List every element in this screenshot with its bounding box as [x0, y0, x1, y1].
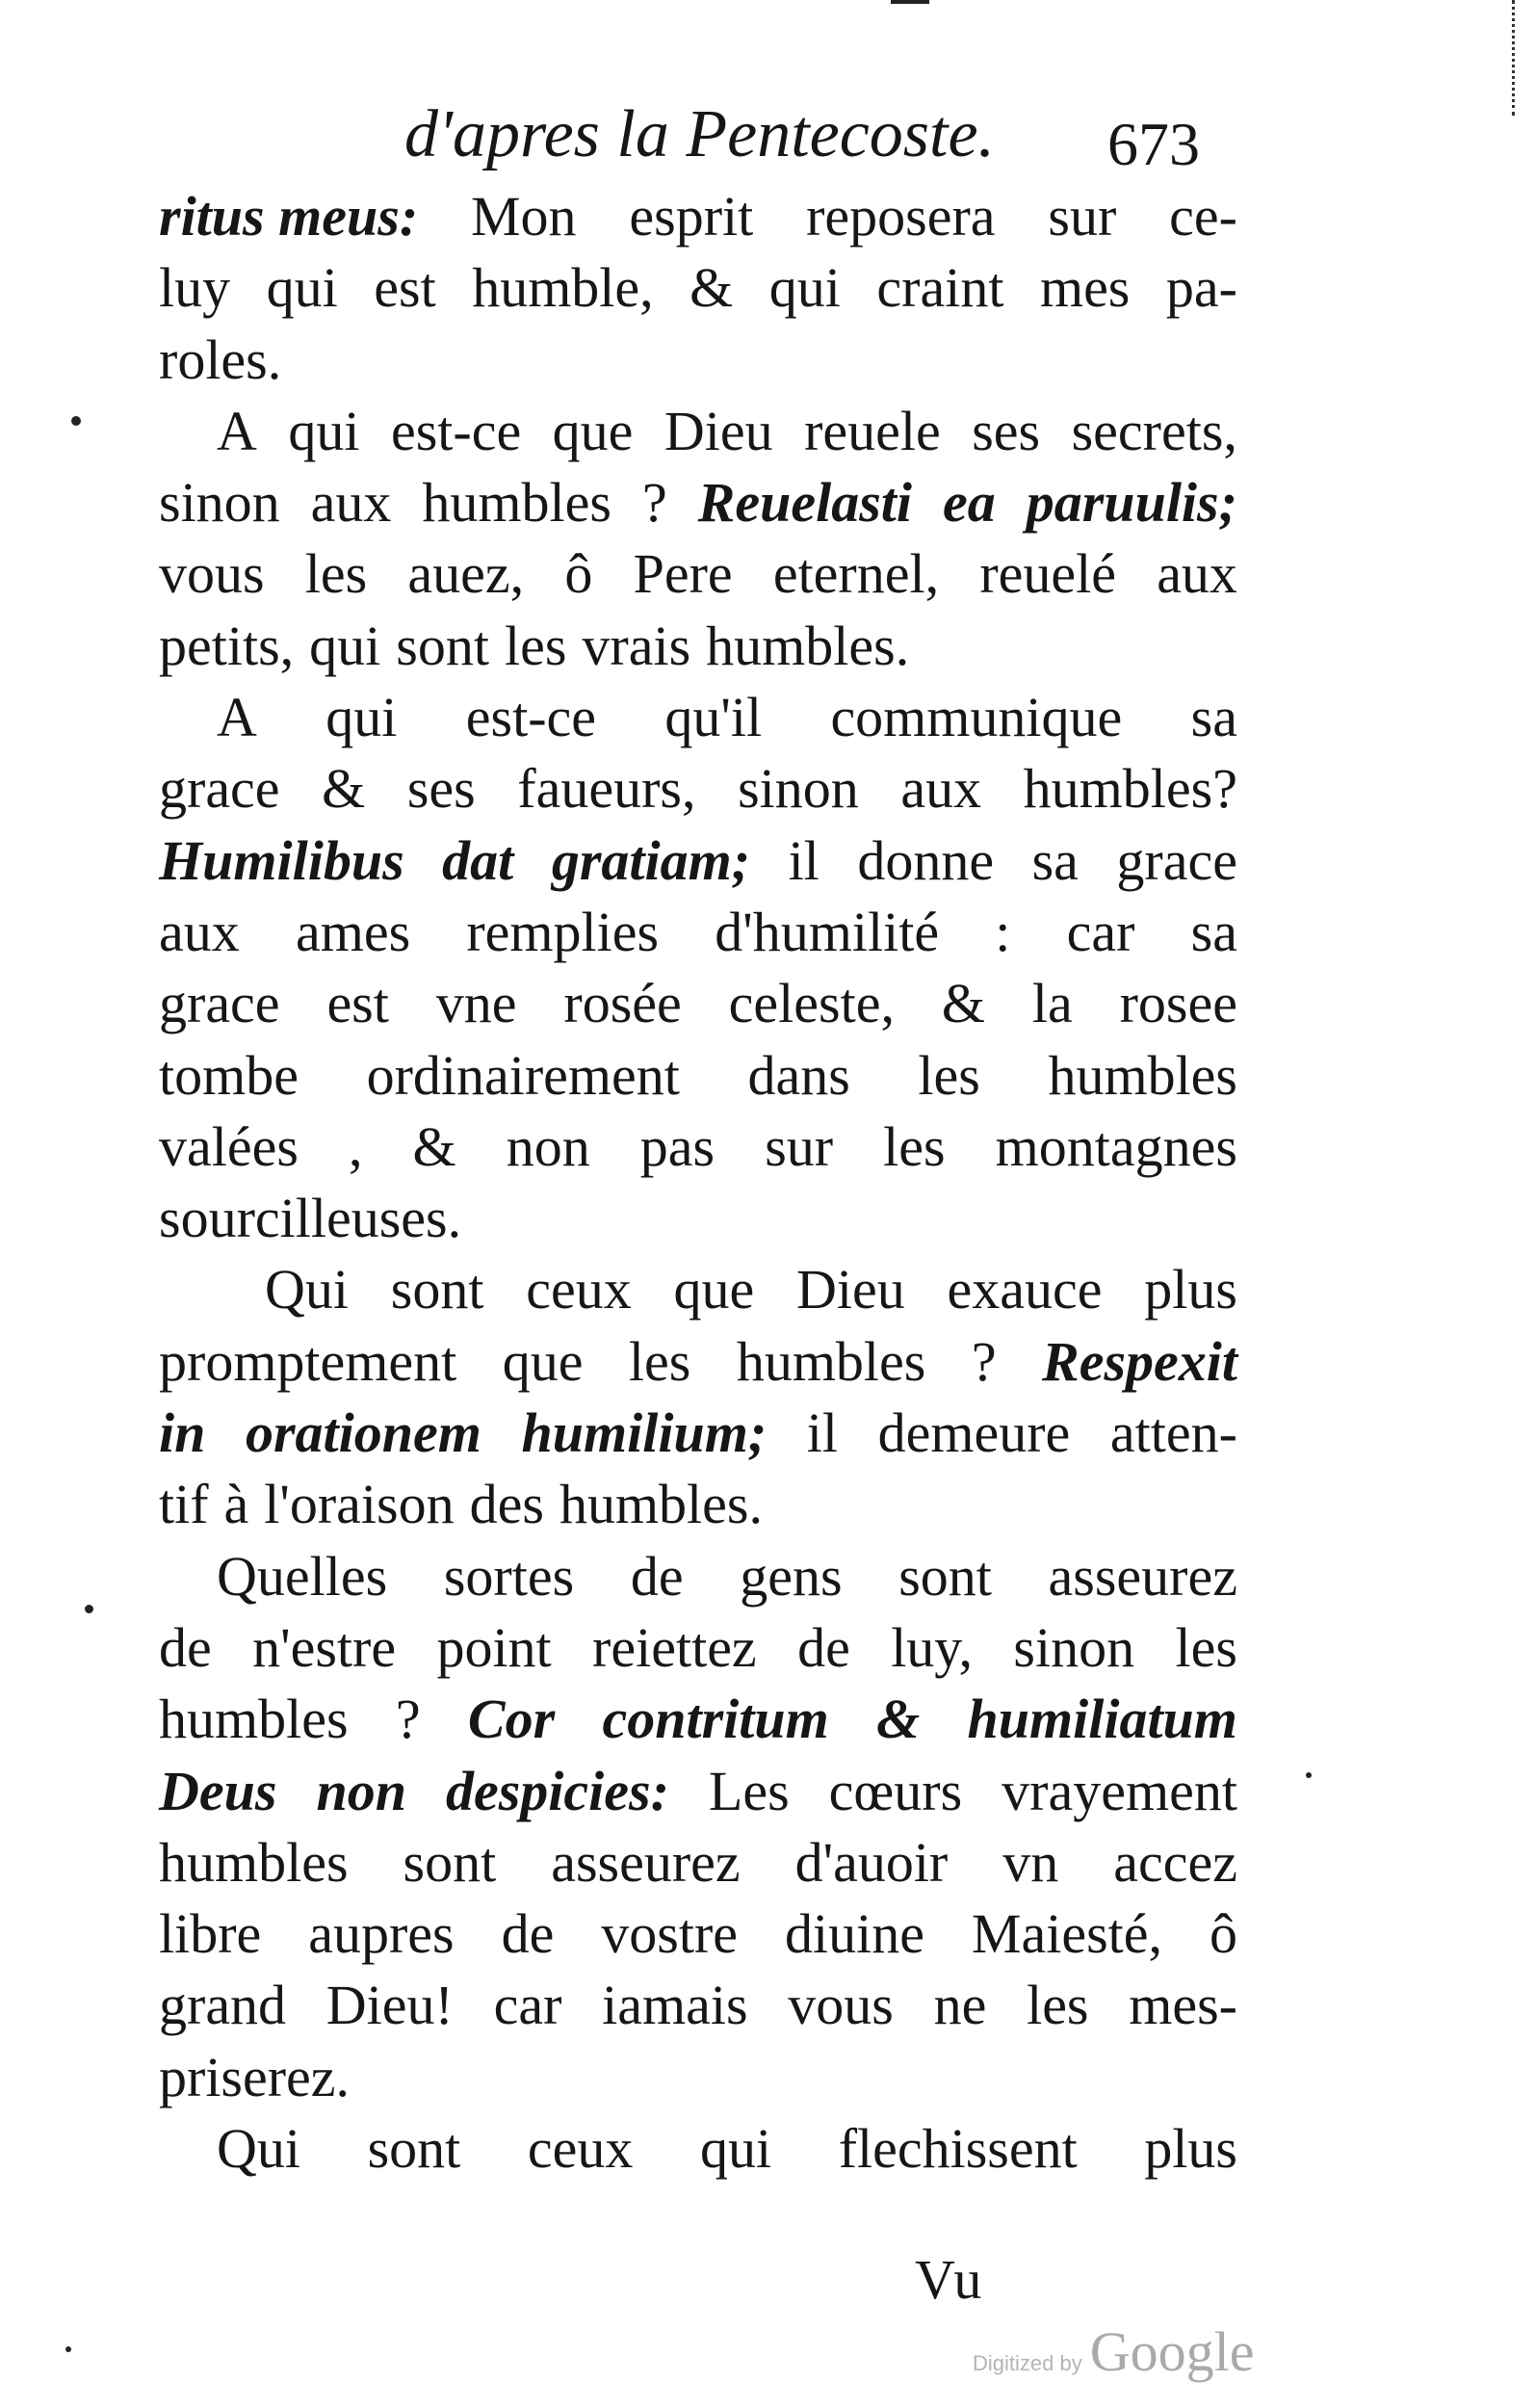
word: Pere	[633, 542, 733, 606]
word: aux	[159, 900, 240, 963]
text-line	[159, 1326, 1237, 1398]
word: vn	[1002, 1830, 1059, 1894]
word: sont	[367, 2117, 461, 2181]
word: sont	[396, 614, 489, 677]
word: de	[501, 1902, 555, 1966]
word: grace	[159, 757, 280, 821]
word: qu'il	[664, 686, 763, 749]
word: reuele	[804, 399, 941, 462]
word: Quelles	[217, 1544, 388, 1608]
text-line	[159, 1398, 1237, 1469]
word: orationem	[245, 1401, 481, 1465]
word: humbles.	[559, 1473, 763, 1536]
word: ceux	[526, 1258, 632, 1322]
text-line	[159, 1898, 1237, 1970]
word: humbles	[422, 471, 611, 535]
word: est-ce	[390, 399, 522, 462]
word: qui	[288, 399, 360, 462]
word: non	[506, 1114, 590, 1178]
word: Humilibus	[159, 828, 404, 892]
word: Deus	[159, 1759, 277, 1822]
word: flechissent	[838, 2117, 1078, 2181]
word: montagnes	[995, 1114, 1237, 1178]
word: non	[316, 1759, 406, 1822]
word: gratiam;	[551, 828, 751, 892]
word: sa	[1190, 900, 1237, 963]
word: sortes	[443, 1544, 575, 1608]
word: tombe	[159, 1043, 299, 1107]
text-line	[159, 467, 1237, 538]
word: sinon	[738, 757, 859, 821]
text-line	[159, 968, 1237, 1039]
word: ô	[564, 542, 593, 606]
text-line	[159, 1970, 1237, 2041]
word: Qui	[217, 2117, 300, 2181]
word: les	[504, 614, 567, 677]
word: humilium;	[521, 1401, 768, 1465]
word: valées	[159, 1114, 299, 1178]
word: roles.	[159, 327, 282, 391]
word: pas	[639, 1114, 715, 1178]
word: demeure	[877, 1401, 1071, 1465]
word: aupres	[308, 1902, 455, 1966]
word: priserez.	[159, 2045, 351, 2108]
word: Cor	[467, 1688, 556, 1751]
word: libre	[159, 1902, 262, 1966]
text-line	[159, 252, 1237, 324]
word: qui	[325, 686, 398, 749]
word: Dieu!	[325, 1974, 454, 2037]
text-line	[159, 1183, 1237, 1254]
text-line	[159, 1827, 1237, 1898]
word: de	[797, 1615, 850, 1679]
word: rosee	[1119, 972, 1237, 1035]
word: de	[159, 1615, 212, 1679]
word: aux	[310, 471, 392, 535]
word: dans	[747, 1043, 850, 1107]
word: sa	[1190, 686, 1237, 749]
word: ames	[295, 900, 411, 963]
word: asseurez	[551, 1830, 741, 1894]
word: humbles	[1048, 1043, 1237, 1107]
word: promptement	[159, 1329, 457, 1393]
watermark-prefix: Digitized by	[973, 2351, 1082, 2375]
word: exauce	[947, 1258, 1103, 1322]
word: mes	[1039, 256, 1131, 320]
word: qui	[699, 2117, 772, 2181]
word: A	[217, 686, 257, 749]
word: donne	[857, 828, 995, 892]
word: sont	[390, 1258, 484, 1322]
word: aux	[1157, 542, 1237, 606]
text-line	[159, 2042, 1237, 2113]
word: vrais	[582, 614, 691, 677]
word: sont	[898, 1544, 992, 1608]
word: ,	[348, 1114, 363, 1178]
word: la	[1031, 972, 1073, 1035]
word: plus	[1144, 2117, 1237, 2181]
word: accez	[1113, 1830, 1237, 1894]
word: celeste,	[728, 972, 895, 1035]
text-line	[159, 897, 1237, 968]
word: reuelé	[979, 542, 1116, 606]
word: dat	[442, 828, 514, 892]
running-head: d'apres la Pentecoste.	[404, 97, 996, 171]
word: vostre	[601, 1902, 739, 1966]
word: humbles	[159, 1688, 349, 1751]
text-line	[159, 396, 1237, 467]
word: ses	[972, 399, 1041, 462]
text-line	[159, 1112, 1237, 1183]
word: humiliatum	[967, 1688, 1237, 1751]
word: tif	[159, 1473, 209, 1536]
word: sont	[403, 1830, 497, 1894]
word: vne	[435, 972, 517, 1035]
word: Maiesté,	[971, 1902, 1163, 1966]
text-line	[159, 611, 1237, 682]
word: les	[1027, 1974, 1089, 2037]
word: à	[223, 1473, 249, 1536]
word: &	[689, 256, 734, 320]
word: eternel,	[772, 542, 940, 606]
word: Les	[708, 1759, 790, 1822]
word: ?	[971, 1329, 997, 1393]
word: ô	[1209, 1902, 1237, 1966]
text-line	[159, 538, 1237, 610]
word: vous	[788, 1974, 894, 2037]
word: communique	[830, 686, 1123, 749]
word: car	[1066, 900, 1135, 963]
word: sourcilleuses.	[159, 1187, 462, 1250]
word: &	[876, 1688, 921, 1751]
ink-speck	[1306, 1772, 1312, 1778]
word: ?	[641, 471, 667, 535]
google-watermark	[973, 2319, 1254, 2384]
scan-edge-dots	[1512, 0, 1521, 116]
word: grace	[159, 972, 280, 1035]
word: est	[326, 972, 389, 1035]
word: ordinairement	[366, 1043, 680, 1107]
word: que	[552, 399, 634, 462]
text-line	[159, 1541, 1237, 1612]
word: de	[630, 1544, 684, 1608]
text-line	[159, 2113, 1237, 2185]
word: Dieu	[663, 399, 773, 462]
word: plus	[1144, 1258, 1237, 1322]
word: Mon	[470, 185, 577, 248]
word: les	[628, 1329, 691, 1393]
word: vrayement	[1002, 1759, 1237, 1822]
word: sinon	[1013, 1615, 1135, 1679]
word: paruulis;	[1026, 471, 1237, 535]
word: des	[469, 1473, 544, 1536]
word: humbles.	[706, 614, 910, 677]
google-logo: Google	[1089, 2320, 1255, 2383]
word: humbles	[736, 1329, 926, 1393]
word: petits,	[159, 614, 295, 677]
word: il	[788, 828, 820, 892]
word: contritum	[602, 1688, 829, 1751]
word: est-ce	[465, 686, 596, 749]
word: ceux	[527, 2117, 634, 2181]
word: A	[217, 399, 257, 462]
word: ritus meus:	[159, 185, 419, 248]
word: iamais	[602, 1974, 748, 2037]
word: grace	[1116, 828, 1237, 892]
word: les	[918, 1043, 980, 1107]
word: humbles?	[1023, 757, 1237, 821]
word: luy	[159, 256, 231, 320]
body-text	[159, 181, 1237, 2185]
word: reposera	[806, 185, 996, 248]
ink-speck	[71, 416, 81, 426]
word: luy,	[891, 1615, 974, 1679]
word: esprit	[629, 185, 754, 248]
word: :	[995, 900, 1011, 963]
word: secrets,	[1071, 399, 1237, 462]
word: ses	[406, 757, 476, 821]
word: faueurs,	[517, 757, 696, 821]
word: craint	[876, 256, 1004, 320]
word: sur	[1048, 185, 1117, 248]
word: remplies	[466, 900, 660, 963]
word: Qui	[265, 1258, 349, 1322]
text-line	[159, 181, 1237, 252]
page-number: 673	[1107, 110, 1200, 178]
word: humble,	[472, 256, 654, 320]
word: l'oraison	[264, 1473, 455, 1536]
word: ce-	[1169, 185, 1237, 248]
text-line	[159, 1254, 1237, 1325]
word: ne	[933, 1974, 987, 2037]
word: diuine	[784, 1902, 924, 1966]
word: ea	[943, 471, 996, 535]
text-line	[159, 825, 1237, 897]
word: atten-	[1109, 1401, 1237, 1465]
word: sinon	[159, 471, 280, 535]
word: qui	[266, 256, 338, 320]
word: in	[159, 1401, 206, 1465]
word: est	[374, 256, 436, 320]
word: sa	[1031, 828, 1079, 892]
text-line	[159, 1756, 1237, 1827]
ink-speck	[85, 1605, 93, 1613]
word: &	[941, 972, 985, 1035]
word: Dieu	[796, 1258, 905, 1322]
word: Respexit	[1042, 1329, 1237, 1393]
word: d'humilité	[715, 900, 940, 963]
word: &	[412, 1114, 456, 1178]
text-line	[159, 1469, 1237, 1540]
text-line	[159, 682, 1237, 753]
word: cœurs	[828, 1759, 963, 1822]
word: les	[883, 1114, 946, 1178]
word: n'estre	[252, 1615, 397, 1679]
word: ?	[395, 1688, 421, 1751]
ink-speck	[65, 2346, 71, 2352]
word: humbles	[159, 1830, 349, 1894]
word: vous	[159, 542, 265, 606]
word: despicies:	[445, 1759, 669, 1822]
word: rosée	[563, 972, 682, 1035]
word: Reuelasti	[697, 471, 913, 535]
signature-mark: Vu	[915, 2248, 984, 2311]
text-line	[159, 1040, 1237, 1112]
word: asseurez	[1048, 1544, 1237, 1608]
scan-edge-mark	[891, 0, 929, 13]
word: mes-	[1129, 1974, 1237, 2037]
word: pa-	[1165, 256, 1237, 320]
text-line	[159, 325, 1237, 396]
word: qui	[768, 256, 841, 320]
word: que	[502, 1329, 584, 1393]
word: il	[806, 1401, 839, 1465]
word: les	[1175, 1615, 1237, 1679]
word: aux	[900, 757, 982, 821]
word: qui	[309, 614, 381, 677]
word: sur	[765, 1114, 834, 1178]
text-line	[159, 753, 1237, 824]
text-line	[159, 1612, 1237, 1684]
text-line	[159, 1684, 1237, 1755]
word: d'auoir	[794, 1830, 949, 1894]
word: &	[322, 757, 366, 821]
word: que	[673, 1258, 755, 1322]
word: grand	[159, 1974, 287, 2037]
word: gens	[740, 1544, 843, 1608]
word: reiettez	[592, 1615, 757, 1679]
word: point	[436, 1615, 552, 1679]
word: car	[493, 1974, 562, 2037]
word: les	[304, 542, 368, 606]
word: auez,	[407, 542, 525, 606]
